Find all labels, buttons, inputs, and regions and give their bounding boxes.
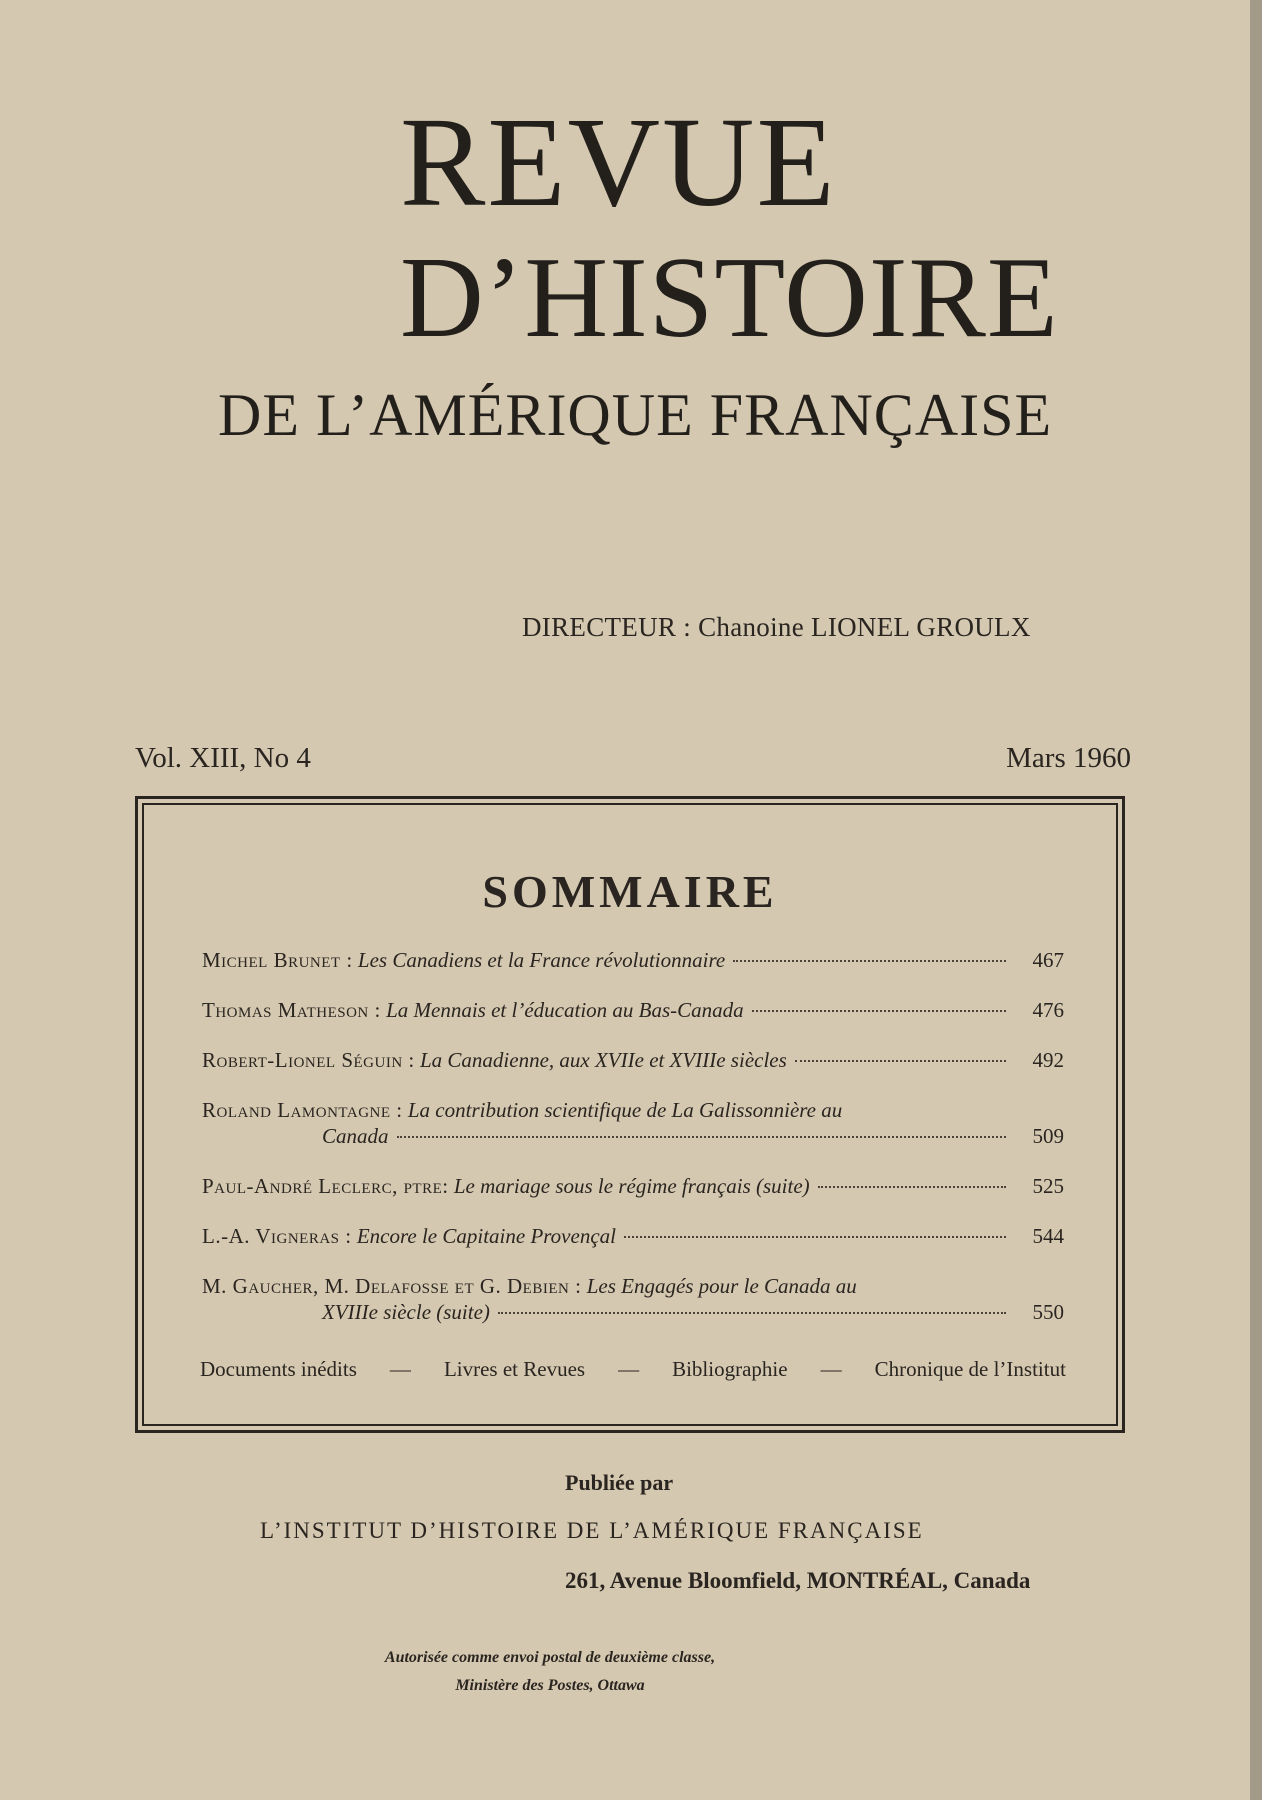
toc-title: Encore le Capitaine Provençal (356, 1224, 616, 1248)
dot-leader (624, 1236, 1006, 1238)
toc-entry (202, 1097, 1064, 1149)
dot-leader (733, 960, 1006, 962)
sommaire-heading: SOMMAIRE (482, 866, 778, 917)
toc-entry (202, 1173, 1064, 1199)
toc-title-continued: XVIIIe siècle (suite) (322, 1300, 490, 1324)
toc-entry (202, 1273, 1064, 1325)
dot-leader (818, 1186, 1006, 1188)
section-livres: Livres et Revues (443, 1357, 586, 1381)
dot-leader (397, 1136, 1006, 1138)
title-line-3: DE L’AMÉRIQUE FRANÇAISE (218, 382, 1053, 448)
published-by: Publiée par (565, 1470, 674, 1495)
section-dash: — (820, 1357, 842, 1381)
toc-title: Les Engagés pour le Canada au (586, 1274, 857, 1298)
toc-page: 509 (1032, 1124, 1064, 1148)
toc-title: La Mennais et l’éducation au Bas-Canada (386, 998, 744, 1022)
toc-entry (202, 1223, 1064, 1249)
toc-page: 544 (1032, 1224, 1064, 1248)
director-line: DIRECTEUR : Chanoine LIONEL GROULX (522, 612, 1031, 642)
title-line-1: REVUE (400, 91, 837, 233)
section-dash: — (389, 1357, 411, 1381)
toc-author: Robert-Lionel Séguin : (202, 1048, 415, 1072)
issue-volume: Vol. XIII, No 4 (135, 742, 311, 774)
toc-page: 525 (1032, 1174, 1064, 1198)
toc-author: Paul-André Leclerc, ptre: (202, 1174, 449, 1198)
toc-page: 492 (1032, 1048, 1064, 1072)
toc-page: 476 (1032, 998, 1064, 1022)
toc-author: Roland Lamontagne : (202, 1098, 403, 1122)
dot-leader (498, 1312, 1006, 1314)
toc-title: La contribution scientifique de La Galissonnière au (407, 1098, 843, 1122)
toc-entry (202, 997, 1064, 1023)
dot-leader (795, 1060, 1006, 1062)
toc-author: L.-A. Vigneras : (202, 1224, 352, 1248)
section-chronique: Chronique de l’Institut (874, 1357, 1066, 1381)
title-line-2: D’HISTOIRE (400, 234, 1059, 362)
postal-notice-line-1: Autorisée comme envoi postal de deuxième classe, (384, 1649, 716, 1666)
section-documents: Documents inédits (200, 1357, 357, 1381)
toc-title: La Canadienne, aux XVIIe et XVIIIe siècles (420, 1048, 787, 1072)
toc-page: 467 (1032, 948, 1064, 972)
toc-page: 550 (1032, 1300, 1064, 1324)
toc-title-continued: Canada (322, 1124, 389, 1148)
publisher-address: 261, Avenue Bloomfield, MONTRÉAL, Canada (565, 1568, 1031, 1593)
table-of-contents (135, 796, 1125, 1433)
toc-author: M. Gaucher, M. Delafosse et G. Debien : (202, 1274, 582, 1298)
section-bibliographie: Bibliographie (672, 1357, 788, 1381)
dot-leader (752, 1010, 1006, 1012)
toc-sections (200, 1357, 1066, 1382)
toc-title: Les Canadiens et la France révolutionnaire (357, 948, 726, 972)
postal-notice-line-2: Ministère des Postes, Ottawa (455, 1677, 645, 1694)
section-dash: — (618, 1357, 640, 1381)
toc-entry (202, 947, 1064, 973)
publisher-institute: L’INSTITUT D’HISTOIRE DE L’AMÉRIQUE FRANÇAISE (260, 1518, 924, 1543)
toc-title: Le mariage sous le régime français (suite) (453, 1174, 810, 1198)
toc-author: Michel Brunet : (202, 948, 353, 972)
issue-date: Mars 1960 (1006, 742, 1131, 774)
toc-author: Thomas Matheson : (202, 998, 381, 1022)
toc-entry (202, 1047, 1064, 1073)
